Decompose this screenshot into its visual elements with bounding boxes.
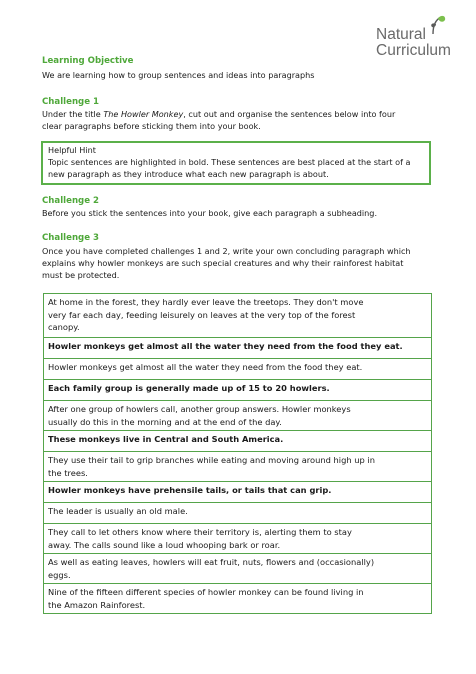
sentence-row: [44, 583, 431, 613]
sentence-line: Nine of the fifteen different species of howler monkey can be found living in: [48, 587, 364, 597]
sentence-line: They use their tail to grip branches while eating and moving around high up in: [48, 455, 375, 465]
sentence-line: These monkeys live in Central and South America.: [48, 434, 284, 444]
challenge3-heading: Challenge 3: [42, 233, 100, 243]
sentence-row: [44, 337, 431, 358]
sentence-row: [44, 379, 431, 400]
hint-line2: new paragraph as they introduce what each new paragraph is about.: [48, 169, 329, 179]
challenge2-heading: Challenge 2: [42, 196, 100, 206]
sentence-line: canopy.: [48, 322, 80, 332]
challenge1-line1: [42, 108, 436, 120]
challenge2-text: Before you stick the sentences into your book, give each paragraph a subheading.: [42, 208, 378, 218]
sentence-row: [44, 481, 431, 502]
sentence-row: [44, 502, 431, 523]
learning-objective-heading: Learning Objective: [42, 56, 134, 66]
sentence-line: Howler monkeys get almost all the water they need from the food they eat.: [48, 362, 363, 372]
logo-text-line2: Curriculum: [376, 42, 451, 59]
learning-objective-text: We are learning how to group sentences and ideas into paragraphs: [42, 70, 315, 80]
challenge1-line1-pre: Under the title: [42, 109, 104, 119]
logo-text-line1: Natural: [376, 26, 426, 43]
helpful-hint-box: [41, 141, 431, 185]
hint-line1: Topic sentences are highlighted in bold. These sentences are best placed at the start of a: [48, 157, 411, 167]
challenge3-line2: explains why howler monkeys are such special creatures and why their rainforest habitat: [42, 258, 404, 268]
challenge1-title-italic: The Howler Monkey: [103, 109, 184, 119]
sentence-row: [44, 451, 431, 481]
sentence-row: [44, 400, 431, 430]
sentence-row: [44, 553, 431, 583]
sentence-line: away. The calls sound like a loud whooping bark or roar.: [48, 539, 281, 550]
sentence-line: very far each day, feeding leisurely on leaves at the very top of the forest: [48, 309, 356, 320]
sentence-line: At home in the forest, they hardly ever leave the treetops. They don't move: [48, 297, 364, 307]
sentence-line: Howler monkeys have prehensile tails, or tails that can grip.: [48, 485, 332, 495]
sentence-row: [44, 294, 431, 337]
challenge3-line3: must be protected.: [42, 270, 120, 280]
sentence-line: The leader is usually an old male.: [48, 506, 188, 516]
sentence-line: After one group of howlers call, another group answers. Howler monkeys: [48, 404, 351, 414]
natural-curriculum-logo: [372, 14, 468, 60]
sentence-line: Howler monkeys get almost all the water they need from the food they eat.: [48, 341, 403, 351]
sentence-line: usually do this in the morning and at the end of the day.: [48, 416, 282, 427]
sentence-line: As well as eating leaves, howlers will eat fruit, nuts, flowers and (occasionally): [48, 557, 375, 567]
sentence-row: [44, 358, 431, 379]
hint-title: Helpful Hint: [48, 145, 96, 155]
challenge3-line1: Once you have completed challenges 1 and 2, write your own concluding paragraph which: [42, 246, 411, 256]
sentence-line: Each family group is generally made up of 15 to 20 howlers.: [48, 383, 330, 393]
sentence-row: [44, 523, 431, 553]
sentence-line: the trees.: [48, 467, 88, 478]
leaf-icon: [429, 14, 447, 36]
challenge1-heading: Challenge 1: [42, 97, 100, 107]
sentence-line: the Amazon Rainforest.: [48, 599, 146, 610]
sentence-line: They call to let others know where their territory is, alerting them to stay: [48, 527, 352, 537]
sentence-row: [44, 430, 431, 451]
sentence-line: eggs.: [48, 569, 71, 580]
sentence-cutout-table: [43, 293, 432, 614]
challenge1-line1-post: , cut out and organise the sentences below into four: [183, 109, 396, 119]
challenge1-line2: clear paragraphs before sticking them into your book.: [42, 121, 261, 131]
